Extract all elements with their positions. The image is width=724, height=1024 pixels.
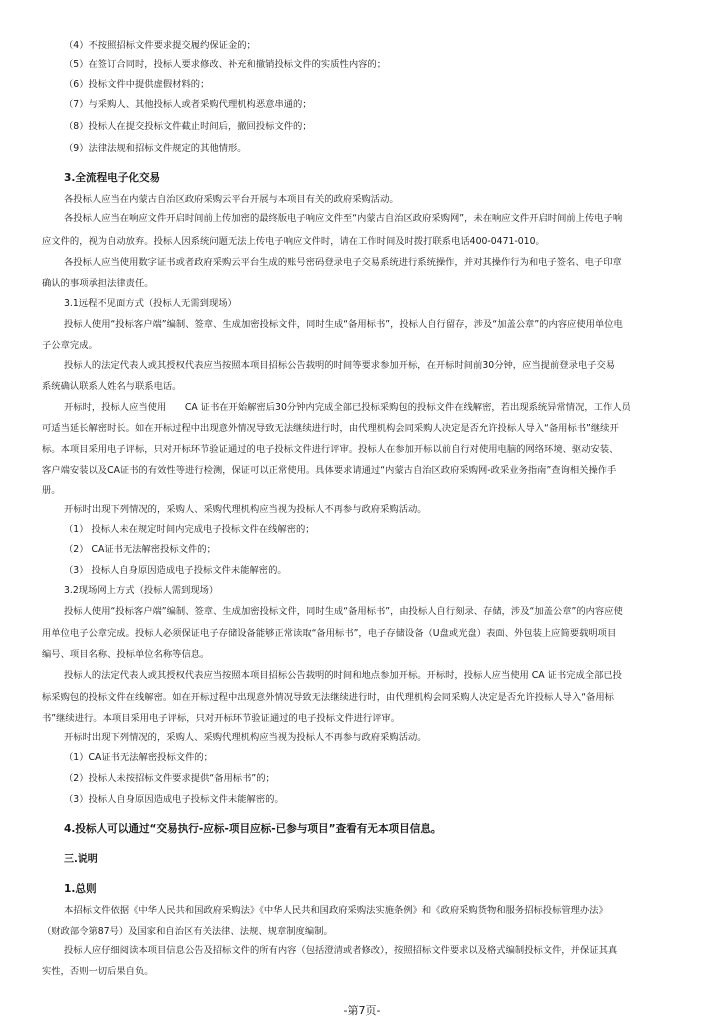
paragraph-line: 开标时出现下列情况的，采购人、采购代理机构应当视为投标人不再参与政府采购活动。 xyxy=(64,504,427,515)
list-item: （5）在签订合同时，投标人要求修改、补充和撤销投标文件的实质性内容的； xyxy=(64,59,387,70)
paragraph-line: 系统确认联系人姓名与联系电话。 xyxy=(42,381,182,392)
paragraph-line: 投标人的法定代表人或其授权代表应当按照本项目招标公告载明的时间和地点参加开标。开标时，投标人应当使用 CA 证书完成全部已投 xyxy=(64,670,622,681)
list-item: （4）不按照招标文件要求提交履约保证金的； xyxy=(64,40,256,51)
paragraph-line: 本招标文件依据《中华人民共和国政府采购法》《中华人民共和国政府采购法实施条例》和《政府采购货物和服务招标投标管理办法》 xyxy=(64,905,608,916)
list-item: （3） 投标人自身原因造成电子投标文件未能解密的。 xyxy=(64,565,287,576)
paragraph-line: 册。 xyxy=(42,485,61,496)
paragraph-line: 可适当延长解密时长。如在开标过程中出现意外情况导致无法继续进行时，由代理机构会同采购人决定是否允许投标人导入“备用标书”继续开 xyxy=(42,423,619,434)
section-heading: 3.全流程电子化交易 xyxy=(64,172,161,184)
paragraph-line: 应文件的，视为自动放弃。投标人因系统问题无法上传电子响应文件时，请在工作时间及时拨打联系电话400-0471-010。 xyxy=(42,236,545,247)
subsection-heading: 3.1远程不见面方式（投标人无需到现场） xyxy=(64,298,237,309)
paragraph-line: 各投标人应当在响应文件开启时间前上传加密的最终版电子响应文件至“内蒙古自治区政府采购网”，未在响应文件开启时间前上传电子响 xyxy=(64,213,623,224)
paragraph-line: 客户端安装以及CA证书的有效性等进行检测，保证可以正常使用。具体要求请通过“内蒙古自治区政府采购网-政采业务指南”查询相关操作手 xyxy=(42,465,617,476)
list-item: （6）投标文件中提供虚假材料的； xyxy=(64,79,210,90)
section-heading: 1.总则 xyxy=(64,883,97,895)
paragraph-line: 各投标人应当使用数字证书或者政府采购云平台生成的账号密码登录电子交易系统进行系统操作，并对其操作行为和电子签名、电子印章 xyxy=(64,257,622,268)
paragraph-line: 标。本项目采用电子评标，只对开标环节验证通过的电子投标文件进行评审。投标人在参加开标以前自行对使用电脑的网络环境、驱动安装、 xyxy=(42,444,619,455)
list-item: （9）法律法规和招标文件规定的其他情形。 xyxy=(64,143,247,154)
paragraph-line: 开标时出现下列情况的，采购人、采购代理机构应当视为投标人不再参与政府采购活动。 xyxy=(64,732,427,743)
list-item: （3）投标人自身原因造成电子投标文件未能解密的。 xyxy=(64,794,284,805)
paragraph-line: 各投标人应当在内蒙古自治区政府采购云平台开展与本项目有关的政府采购活动。 xyxy=(64,194,399,205)
paragraph-line: 实性，否则一切后果自负。 xyxy=(42,966,154,977)
paragraph-line: 编号、项目名称、投标单位名称等信息。 xyxy=(42,649,210,660)
paragraph-line: （财政部令第87号）及国家和自治区有关法律、法规、规章制度编制。 xyxy=(42,926,333,937)
subsection-heading: 3.2现场网上方式（投标人需到现场） xyxy=(64,585,219,596)
list-item: （2） CA证书无法解密投标文件的； xyxy=(64,544,216,555)
paragraph-line: 投标人的法定代表人或其授权代表应当按照本项目招标公告载明的时间等要求参加开标，在开标时间前30分钟，应当提前登录电子交易 xyxy=(64,360,616,371)
paragraph-line: 投标人使用“投标客户端”编制、签章、生成加密投标文件，同时生成“备用标书”，投标人自行留存，涉及“加盖公章”的内容应使用单位电 xyxy=(64,319,623,330)
paragraph-line: 投标人使用“投标客户端”编制、签章、生成加密投标文件，同时生成“备用标书”，由投标人自行刻录、存储，涉及“加盖公章”的内容应使 xyxy=(64,606,623,617)
section-heading: 4.投标人可以通过“交易执行-应标-项目应标-已参与项目”查看有无本项目信息。 xyxy=(64,823,442,835)
paragraph-line: 确认的事项承担法律责任。 xyxy=(42,278,154,289)
paragraph-line: 用单位电子公章完成。投标人必须保证电子存储设备能够正常读取“备用标书”，电子存储设备（U盘或光盘）表面、外包装上应简要载明项目 xyxy=(42,628,617,639)
paragraph-line: 开标时，投标人应当使用 CA 证书在开始解密后30分钟内完成全部已投标采购包的投标文件在线解密，若出现系统异常情况，工作人员 xyxy=(64,402,631,413)
list-item: （1）CA证书无法解密投标文件的； xyxy=(64,752,213,763)
paragraph-line: 投标人应仔细阅读本项目信息公告及招标文件的所有内容（包括澄清或者修改），按照招标文件要求以及格式编制投标文件，并保证其真 xyxy=(64,945,618,956)
list-item: （8）投标人在提交投标文件截止时间后，撤回投标文件的； xyxy=(64,121,312,132)
list-item: （1） 投标人未在规定时间内完成电子投标文件在线解密的； xyxy=(64,524,315,535)
list-item: （7）与采购人、其他投标人或者采购代理机构恶意串通的； xyxy=(64,99,312,110)
paragraph-line: 书”继续进行。本项目采用电子评标，只对开标环节验证通过的电子投标文件进行评审。 xyxy=(42,713,401,724)
paragraph-line: 子公章完成。 xyxy=(42,340,98,351)
chapter-heading: 三.说明 xyxy=(64,854,98,865)
page-number: -第7页- xyxy=(343,1004,381,1017)
list-item: （2）投标人未按招标文件要求提供“备用标书”的； xyxy=(64,773,275,784)
paragraph-line: 标采购包的投标文件在线解密。如在开标过程中出现意外情况导致无法继续进行时，由代理机构会同采购人决定是否允许投标人导入“备用标 xyxy=(42,692,614,703)
